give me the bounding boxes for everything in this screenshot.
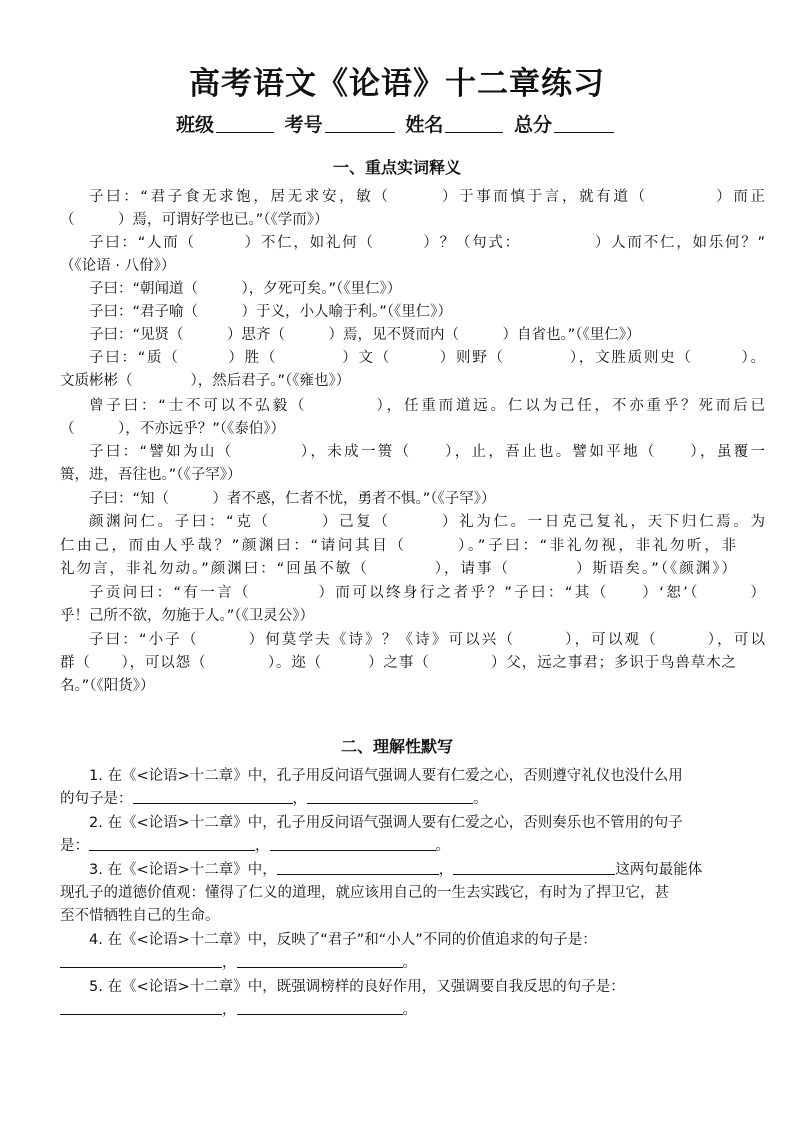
class-label: 班级 (176, 114, 215, 136)
passage-line: 子曰：“君子喻（ ）于义，小人喻于利。”（《里仁》） (89, 304, 453, 320)
question-1-answer: 的句子是： ， 。 (60, 791, 488, 807)
answer-blank[interactable] (237, 1000, 403, 1015)
section1-heading: 一、重点实词释义 (332, 158, 461, 177)
page-title: 高考语文《论语》十二章练习 (189, 66, 605, 102)
section2-heading: 二、理解性默写 (340, 737, 453, 756)
score-label: 总分 (513, 114, 552, 136)
question-5-answer: ， 。 (60, 999, 736, 1021)
passage-line: 群（ ），可以怨（ ）。迩（ ）之事（ ）父，远之事君；多识于鸟兽草木之 (60, 655, 736, 671)
passage-line: （《论语 · 八佾》） (60, 258, 176, 274)
answer-blank[interactable] (133, 789, 293, 804)
name-label: 姓名 (405, 114, 444, 136)
question-1: 1. 在《<论语>十二章》中，孔子用反问语气强调人要有仁爱之心，否则遵守礼仪也没什么用 (89, 768, 683, 784)
answer-blank[interactable] (277, 860, 439, 875)
question-3-line3: 至不惜牺牲自己的生命。 (60, 908, 220, 924)
passage-line: （ ），不亦远乎？”（《泰伯》） (60, 421, 286, 437)
question-2: 2. 在《<论语>十二章》中，孔子用反问语气强调人要有仁爱之心，否则奏乐也不管用的句子 (89, 815, 683, 831)
question-5: 5. 在《<论语>十二章》中，既强调榜样的良好作用，又强调要自我反思的句子是： (89, 979, 625, 995)
passage-line: 子曰：“朝闻道（ ），夕死可矣。”（《里仁》） (89, 281, 402, 297)
answer-blank[interactable] (60, 1000, 222, 1015)
answer-blank[interactable] (89, 836, 255, 851)
answer-blank[interactable] (60, 953, 222, 968)
passage-line: 子曰：“譬如为山（ ），未成一篑（ ），止，吾止也。譬如平地（ ），虽覆一 (89, 444, 765, 460)
answer-blank[interactable] (270, 836, 436, 851)
student-info-row (0, 110, 794, 137)
passage-line: （ ）焉，可谓好学也已。”（《学而》） (60, 212, 329, 228)
passage-line: 子曰：“知（ ）者不惑，仁者不忧，勇者不惧。”（《子罕》） (89, 491, 496, 507)
passage-line: 子贡问曰：“有一言（ ）而可以终身行之者乎？”子曰：“其（ ）‘恕’（ ） (89, 585, 765, 601)
answer-blank[interactable] (307, 789, 473, 804)
question-2-answer: 是： ， 。 (60, 838, 450, 854)
passage-line: 子曰：“质（ ）胜（ ）文（ ）则野（ ），文胜质则史（ ）。 (89, 350, 765, 366)
passage-line: 文质彬彬（ ），然后君子。”（《雍也》） (60, 373, 351, 389)
passage-line: 曾子曰：“士不可以不弘毅（ ），任重而道远。仁以为己任，不亦重乎？死而后已 (89, 398, 765, 414)
name-blank[interactable] (445, 114, 503, 133)
number-blank[interactable] (325, 114, 395, 133)
question-3: 3. 在《<论语>十二章》中， ， 这两句最能体 (89, 862, 703, 878)
number-label: 考号 (284, 114, 323, 136)
passage-line: 子曰：“人而（ ）不仁，如礼何（ ）？（句式： ）人而不仁，如乐何？” (89, 235, 765, 251)
passage-line: 礼勿言，非礼勿动。”颜渊曰：“回虽不敏（ ），请事（ ）斯语矣。”（《颜渊》） (60, 561, 736, 577)
answer-blank[interactable] (237, 953, 403, 968)
answer-blank[interactable] (453, 860, 615, 875)
passage-line: 名。”（《阳货》） (60, 678, 155, 694)
passage-line: 子曰：“小子（ ）何莫学夫《诗》？《诗》可以兴（ ），可以观（ ），可以 (89, 632, 765, 648)
passage-line: 颜渊问仁。子曰：“克（ ）己复（ ）礼为仁。一日克己复礼，天下归仁焉。为 (89, 514, 765, 530)
passage-line: 乎！己所不欲，勿施于人。”（《卫灵公》） (60, 608, 315, 624)
question-4: 4. 在《<论语>十二章》中，反映了“君子”和“小人”不同的价值追求的句子是： (89, 932, 597, 948)
class-blank[interactable] (216, 114, 274, 133)
passage-line: 篑，进，吾往也。”（《子罕》） (60, 467, 242, 483)
passage-line: 仁由己，而由人乎哉？”颜渊曰：“请问其目（ ）。”子曰：“非礼勿视，非礼勿听，非 (60, 538, 736, 554)
passage-line: 子曰：“见贤（ ）思齐（ ）焉，见不贤而内（ ）自省也。”（《里仁》） (89, 327, 641, 343)
question-3-line2: 现孔子的道德价值观：懂得了仁义的道理，就应该用自己的一生去实践它，有时为了捍卫它，甚 (60, 885, 669, 901)
score-blank[interactable] (554, 114, 614, 133)
passage-line: 子曰：“君子食无求饱，居无求安，敏（ ）于事而慎于言，就有道（ ）而正 (89, 189, 765, 205)
question-4-answer: ， 。 (60, 952, 736, 974)
